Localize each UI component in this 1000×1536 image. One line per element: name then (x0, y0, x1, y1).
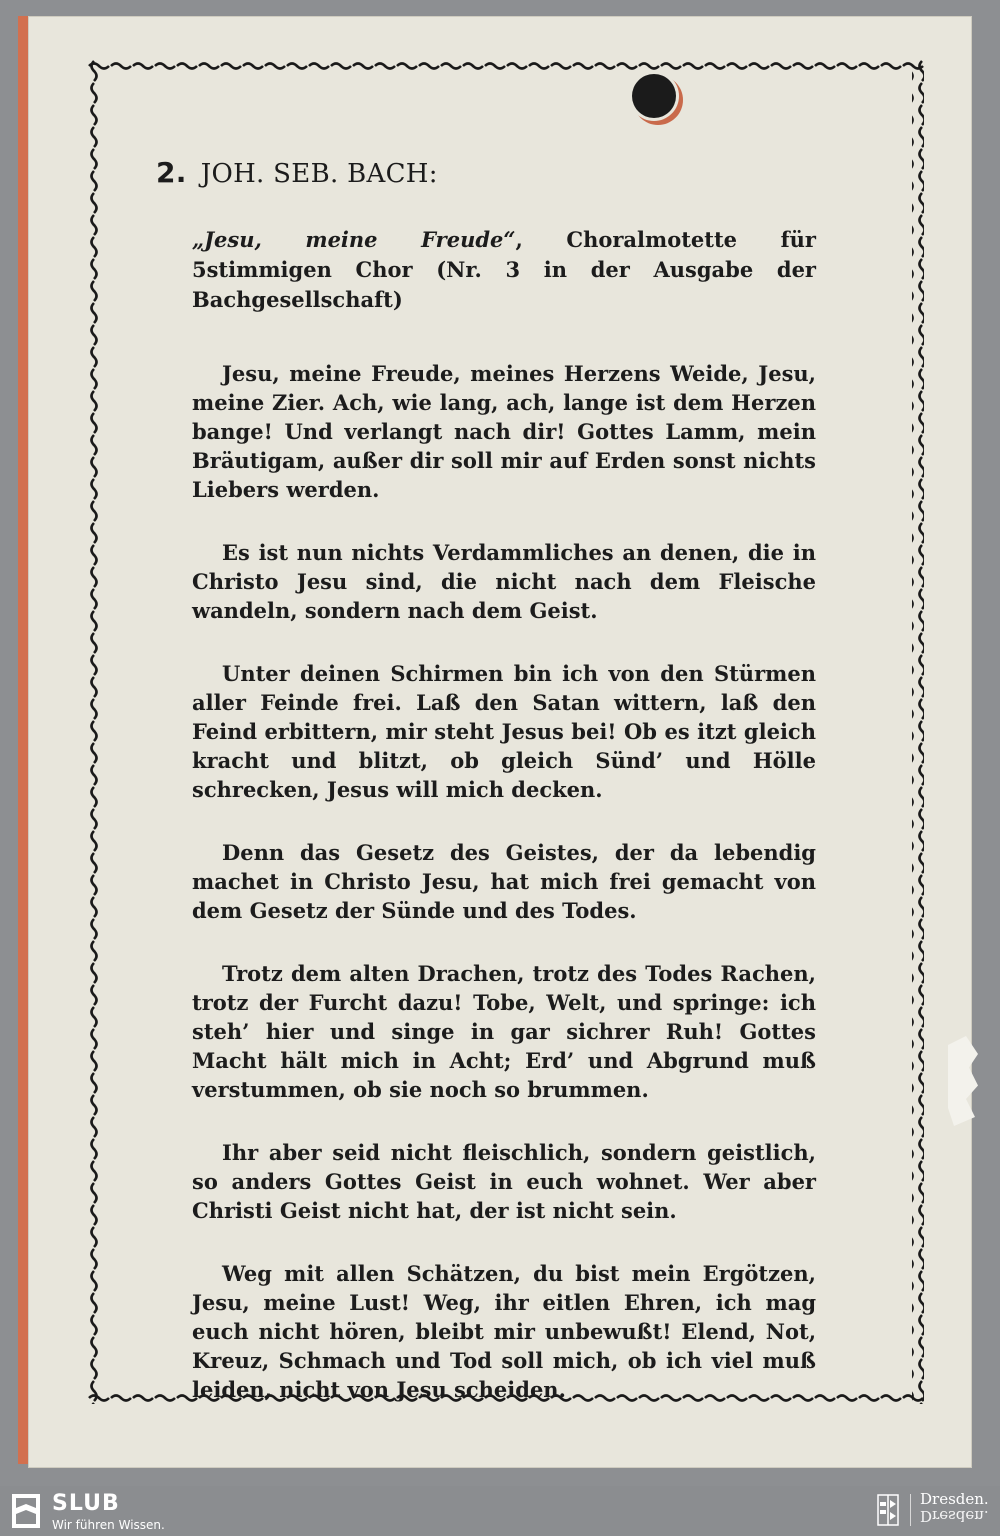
stanza-5: Trotz dem alten Drachen, trotz des Todes Rachen, trotz der Furcht dazu! Tobe, Welt, und springe: ich steh’ hier und singe in gar sichrer Ruh! Gottes Macht hält mich in Acht; Erd’ und Abgrund muß verstummen, ob sie noch so brummen. (192, 961, 816, 1102)
stanza-1: Jesu, meine Freude, meines Herzens Weide, Jesu, meine Zier. Ach, wie lang, ach, lange ist dem Herzen bange! Und verlangt nach dir! Gottes Lamm, mein Bräutigam, außer dir soll mir auf Erden sonst nichts Liebers werden. (192, 361, 816, 502)
work-title: „Jesu, meine Freude“ (192, 227, 516, 252)
city-name: Dresden. (920, 1490, 989, 1508)
slub-logo-icon (12, 1494, 40, 1528)
punch-hole (632, 74, 676, 118)
dresden-coat-of-arms-icon (877, 1494, 899, 1526)
stanza-6: Ihr aber seid nicht fleischlich, sondern geistlich, so anders Gottes Geist in euch wohnet. Wer aber Christi Geist nicht hat, der ist nicht sein. (192, 1140, 816, 1223)
stanza-7: Weg mit allen Schätzen, du bist mein Ergötzen, Jesu, meine Lust! Weg, ihr eitlen Ehren, ich mag euch nicht hören, bleibt mir unbewußt! Elend, Not, Kreuz, Schmach und Tod soll mich, ob ich viel muß leiden, nicht von Jesu scheiden. (192, 1261, 816, 1402)
library-tagline: Wir führen Wissen. (52, 1518, 165, 1532)
work-subtitle (192, 225, 816, 315)
city-name-mirrored: Dresden. (920, 1507, 989, 1525)
stanza-2: Es ist nun nichts Verdammliches an denen, die in Christo Jesu sind, die nicht nach dem Fleische wandeln, sondern nach dem Geist. (192, 540, 816, 623)
stanza-4: Denn das Gesetz des Geistes, der da lebendig machet in Christo Jesu, hat mich frei gemacht von dem Gesetz der Sünde und des Todes. (192, 840, 816, 923)
library-name: SLUB (52, 1491, 120, 1516)
stanza-3: Unter deinen Schirmen bin ich von den Stürmen aller Feinde frei. Laß den Satan wittern, laß den Feind erbittern, mir steht Jesus bei! Ob es itzt gleich kracht und blitzt, ob gleich Sünd’ und Hölle schrecken, Jesus will mich decken. (192, 661, 816, 802)
footer-divider (910, 1494, 911, 1526)
page-heading (156, 156, 816, 189)
heading-number: 2. (156, 156, 187, 189)
heading-title: JOH. SEB. BACH: (200, 159, 438, 189)
document-page (28, 16, 972, 1468)
work-description: , Choralmotette für 5stimmigen Chor (Nr. 3 in der Ausgabe der Bachgesellschaft) (192, 227, 816, 312)
footer-bar (0, 1486, 1000, 1536)
document-body (156, 156, 816, 1438)
torn-edge (948, 1036, 978, 1126)
